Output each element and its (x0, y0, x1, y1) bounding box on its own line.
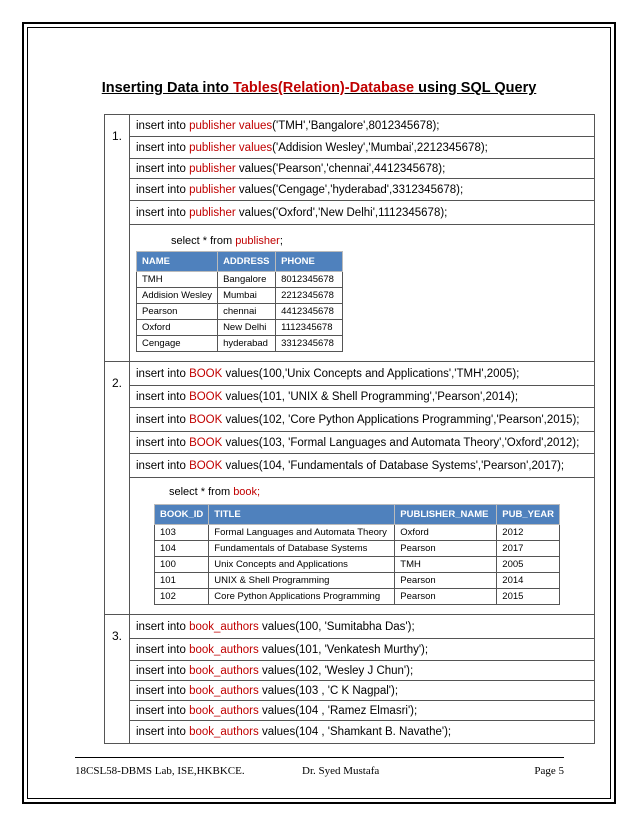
table-row: 100 Unix Concepts and Applications TMH 2005 (155, 557, 560, 573)
col-header: PUBLISHER_NAME (395, 505, 497, 525)
sql-statement: insert into BOOK values(103, 'Formal Languages and Automata Theory','Oxford',2012); (130, 432, 594, 454)
footer-divider (75, 757, 564, 758)
col-header: ADDRESS (218, 252, 276, 272)
col-header: NAME (137, 252, 218, 272)
title-part-3: using SQL Query (414, 80, 537, 96)
publisher-result-table (136, 251, 343, 352)
table-row: Cengage hyderabad 3312345678 (137, 336, 343, 352)
select-statement: select * from publisher; (171, 235, 283, 247)
col-header: PUB_YEAR (497, 505, 560, 525)
footer-page-number: Page 5 (534, 765, 564, 777)
sql-statement: insert into BOOK values(101, 'UNIX & Shell Programming','Pearson',2014); (130, 386, 594, 408)
select-statement: select * from book; (169, 486, 261, 498)
table-row: 101 UNIX & Shell Programming Pearson 2014 (155, 573, 560, 589)
table-row: TMH Bangalore 8012345678 (137, 272, 343, 288)
table-row: Pearson chennai 4412345678 (137, 304, 343, 320)
table-row: 104 Fundamentals of Database Systems Pearson 2017 (155, 541, 560, 557)
sql-statement: insert into book_authors values(104 , 'Shamkant B. Navathe'); (136, 726, 452, 738)
section-publisher (105, 115, 594, 362)
query-result-publisher (130, 225, 594, 361)
book-result-table (154, 504, 560, 605)
section-number: 3. (105, 615, 130, 743)
table-row: Oxford New Delhi 1112345678 (137, 320, 343, 336)
footer-course: 18CSL58-DBMS Lab, ISE,HKBKCE. (75, 765, 245, 777)
sql-statement: insert into publisher values('Oxford','New Delhi',1112345678); (130, 201, 594, 225)
sql-statement: insert into publisher values('Addision Wesley','Mumbai',2212345678); (130, 137, 594, 159)
col-header: PHONE (276, 252, 343, 272)
sql-statement: insert into book_authors values(100, 'Sumitabha Das'); (130, 615, 594, 639)
page-title (0, 80, 638, 96)
table-row: Addision Wesley Mumbai 2212345678 (137, 288, 343, 304)
section-number: 2. (105, 362, 130, 614)
sql-statement: insert into book_authors values(103 , 'C K Nagpal'); (130, 681, 594, 701)
section-book-authors (105, 615, 594, 743)
sql-statement: insert into publisher values('Pearson','chennai',4412345678); (130, 159, 594, 179)
section-number: 1. (105, 115, 130, 361)
sql-statement: insert into book_authors values(101, 'Venkatesh Murthy'); (130, 639, 594, 661)
sql-statement: insert into publisher values('TMH','Bangalore',8012345678); (130, 115, 594, 137)
title-part-2: Tables(Relation)-Database (233, 80, 415, 96)
col-header: BOOK_ID (155, 505, 209, 525)
sql-statement: insert into book_authors values(102, 'Wesley J Chun'); (130, 661, 594, 681)
query-result-book (130, 478, 594, 614)
table-row: 102 Core Python Applications Programming Pearson 2015 (155, 589, 560, 605)
title-part-1: Inserting Data into (101, 80, 234, 96)
section-book (105, 362, 594, 615)
sql-statement: insert into BOOK values(100,'Unix Concepts and Applications','TMH',2005); (130, 362, 594, 386)
sql-statement: insert into publisher values('Cengage','hyderabad',3312345678); (130, 179, 594, 201)
sql-statement: insert into BOOK values(104, 'Fundamentals of Database Systems','Pearson',2017); (130, 454, 594, 478)
footer-author: Dr. Syed Mustafa (302, 765, 380, 777)
sql-statement: insert into book_authors values(104 , 'Ramez Elmasri'); (130, 701, 594, 721)
sql-statement: insert into BOOK values(102, 'Core Python Applications Programming','Pearson',2015); (130, 408, 594, 432)
table-row: 103 Formal Languages and Automata Theory Oxford 2012 (155, 525, 560, 541)
query-table (104, 114, 595, 744)
col-header: TITLE (209, 505, 395, 525)
